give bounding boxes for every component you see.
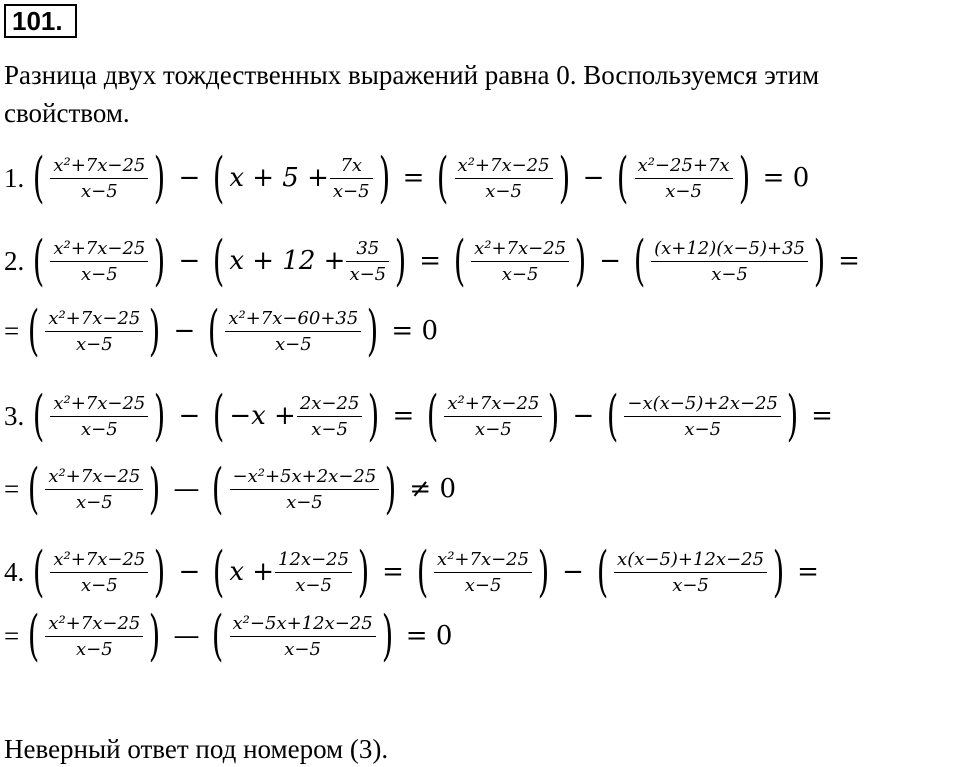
operator: = (797, 557, 819, 587)
fraction (651, 238, 808, 285)
right-paren: ) (154, 540, 166, 603)
fraction (50, 155, 148, 202)
line-label: 4. (4, 556, 25, 587)
left-paren: ( (596, 540, 609, 603)
fraction (471, 238, 569, 285)
right-paren: ) (357, 540, 370, 603)
left-paren: ( (212, 457, 224, 520)
fraction (455, 155, 553, 202)
equation-line (4, 226, 868, 296)
equation-line (4, 381, 841, 451)
denominator: x−5 (684, 418, 722, 440)
left-paren: ( (32, 384, 45, 447)
numerator: x²+7x−25 (53, 548, 146, 570)
numerator: x²+7x−25 (53, 237, 146, 259)
fraction (275, 549, 352, 596)
denominator: x−5 (75, 491, 113, 513)
numerator: 35 (356, 237, 380, 259)
right-paren: ) (394, 229, 407, 292)
numerator: x²+7x−25 (48, 307, 141, 329)
right-paren: ) (368, 384, 380, 447)
denominator: x−5 (665, 180, 702, 202)
right-paren: ) (378, 146, 390, 209)
numerator: −x²+5x+2x−25 (232, 465, 377, 487)
fraction (624, 393, 781, 440)
right-paren: ) (558, 146, 570, 209)
right-paren: ) (149, 457, 161, 520)
left-paren: ( (633, 229, 646, 292)
equation-line (4, 296, 446, 366)
right-paren: ) (548, 384, 560, 447)
denominator: x−5 (464, 574, 502, 596)
left-paren: ( (27, 604, 40, 667)
equation-line (4, 454, 464, 524)
denominator: x−5 (501, 263, 539, 285)
right-paren: ) (381, 604, 394, 667)
denominator: x−5 (81, 574, 118, 596)
denominator: x−5 (81, 180, 118, 202)
expression-text: x + 12 + (229, 246, 346, 276)
right-paren: ) (574, 229, 587, 292)
operator: − (599, 246, 622, 276)
fraction (330, 155, 373, 202)
line-label: = (4, 620, 20, 651)
equation-line (4, 601, 460, 671)
numerator: x²−25+7x (637, 154, 730, 176)
fraction (230, 466, 380, 513)
left-paren: ( (427, 384, 439, 447)
operator: = (402, 163, 425, 193)
numerator: x²+7x−25 (53, 154, 146, 176)
left-paren: ( (212, 146, 225, 209)
numerator: x²+7x−25 (53, 392, 146, 414)
operator: — (173, 474, 200, 504)
line-label: = (4, 315, 20, 346)
problem-number: 101. (4, 4, 77, 38)
left-paren: ( (617, 146, 629, 209)
left-paren: ( (437, 146, 449, 209)
denominator: x−5 (349, 263, 387, 285)
operator: = (811, 401, 833, 431)
equation-line (4, 143, 817, 213)
denominator: x−5 (711, 263, 748, 285)
denominator: x−5 (81, 263, 118, 285)
conclusion-text: Неверный ответ под номером (3). (4, 734, 389, 764)
fraction (45, 613, 143, 660)
operator: — (173, 621, 200, 651)
left-paren: ( (212, 229, 225, 292)
right-paren: ) (772, 540, 785, 603)
operator: = (419, 246, 442, 276)
numerator: x²+7x−25 (474, 237, 567, 259)
left-paren: ( (32, 229, 45, 292)
fraction (230, 613, 376, 660)
numerator: x²+7x−25 (437, 548, 530, 570)
denominator: x−5 (284, 638, 321, 660)
denominator: x−5 (295, 574, 332, 596)
right-paren: ) (149, 604, 161, 667)
left-paren: ( (416, 540, 429, 603)
left-paren: ( (453, 229, 466, 292)
operator: = (392, 401, 415, 431)
fraction (614, 549, 767, 596)
operator: − (173, 316, 196, 346)
operator: = 0 (762, 163, 810, 193)
denominator: x−5 (75, 638, 113, 660)
expression-text: −x + (229, 401, 296, 431)
numerator: x²+7x−25 (48, 612, 141, 634)
denominator: x−5 (672, 574, 709, 596)
denominator: x−5 (475, 418, 512, 440)
right-paren: ) (385, 457, 397, 520)
right-paren: ) (786, 384, 799, 447)
fraction (434, 549, 532, 596)
operator: − (178, 401, 201, 431)
operator: − (572, 401, 595, 431)
right-paren: ) (154, 229, 166, 292)
right-paren: ) (149, 299, 161, 362)
numerator: 7x (340, 154, 363, 176)
left-paren: ( (27, 457, 40, 520)
denominator: x−5 (81, 418, 118, 440)
operator: − (178, 246, 201, 276)
equation-line (4, 537, 827, 607)
denominator: x−5 (332, 180, 370, 202)
left-paren: ( (212, 384, 225, 447)
intro-text-line-2: свойством. (4, 98, 130, 128)
operator: − (178, 557, 201, 587)
fraction (297, 393, 363, 440)
numerator: x(x−5)+12x−25 (617, 548, 765, 570)
numerator: x²+7x−25 (48, 465, 141, 487)
operator: ≠ 0 (409, 474, 456, 504)
expression-text: x + 5 + (229, 163, 329, 193)
fraction (346, 238, 389, 285)
numerator: 2x−25 (299, 392, 360, 414)
numerator: x²−5x+12x−25 (232, 612, 373, 634)
operator: − (582, 163, 605, 193)
line-label: = (4, 473, 20, 504)
denominator: x−5 (75, 333, 113, 355)
fraction (45, 308, 143, 355)
line-label: 2. (4, 245, 25, 276)
operator: = 0 (405, 621, 453, 651)
left-paren: ( (27, 299, 40, 362)
denominator: x−5 (274, 333, 312, 355)
numerator: x²+7x−25 (447, 392, 540, 414)
operator: = 0 (391, 316, 439, 346)
line-label: 3. (4, 400, 25, 431)
fraction (50, 549, 148, 596)
left-paren: ( (32, 146, 45, 209)
left-paren: ( (207, 299, 220, 362)
right-paren: ) (367, 299, 379, 362)
fraction (50, 393, 148, 440)
left-paren: ( (212, 604, 224, 667)
right-paren: ) (537, 540, 550, 603)
fraction (635, 155, 733, 202)
fraction (225, 308, 361, 355)
numerator: (x+12)(x−5)+35 (654, 237, 805, 259)
numerator: 12x−25 (278, 548, 350, 570)
right-paren: ) (154, 146, 166, 209)
operator: = (838, 246, 860, 276)
line-label: 1. (4, 162, 25, 193)
numerator: −x(x−5)+2x−25 (627, 392, 779, 414)
fraction (444, 393, 542, 440)
left-paren: ( (32, 540, 45, 603)
left-paren: ( (607, 384, 619, 447)
denominator: x−5 (286, 491, 323, 513)
right-paren: ) (813, 229, 826, 292)
left-paren: ( (212, 540, 225, 603)
numerator: x²+7x−25 (457, 154, 550, 176)
expression-text: x + (229, 557, 275, 587)
operator: = (382, 557, 404, 587)
operator: − (178, 163, 201, 193)
operator: − (562, 557, 584, 587)
fraction (50, 238, 148, 285)
fraction (45, 466, 143, 513)
denominator: x−5 (485, 180, 522, 202)
denominator: x−5 (311, 418, 348, 440)
intro-text-line-1: Разница двух тождественных выражений равна 0. Воспользуемся этим (4, 60, 820, 90)
right-paren: ) (154, 384, 166, 447)
numerator: x²+7x−60+35 (228, 307, 359, 329)
right-paren: ) (738, 146, 750, 209)
